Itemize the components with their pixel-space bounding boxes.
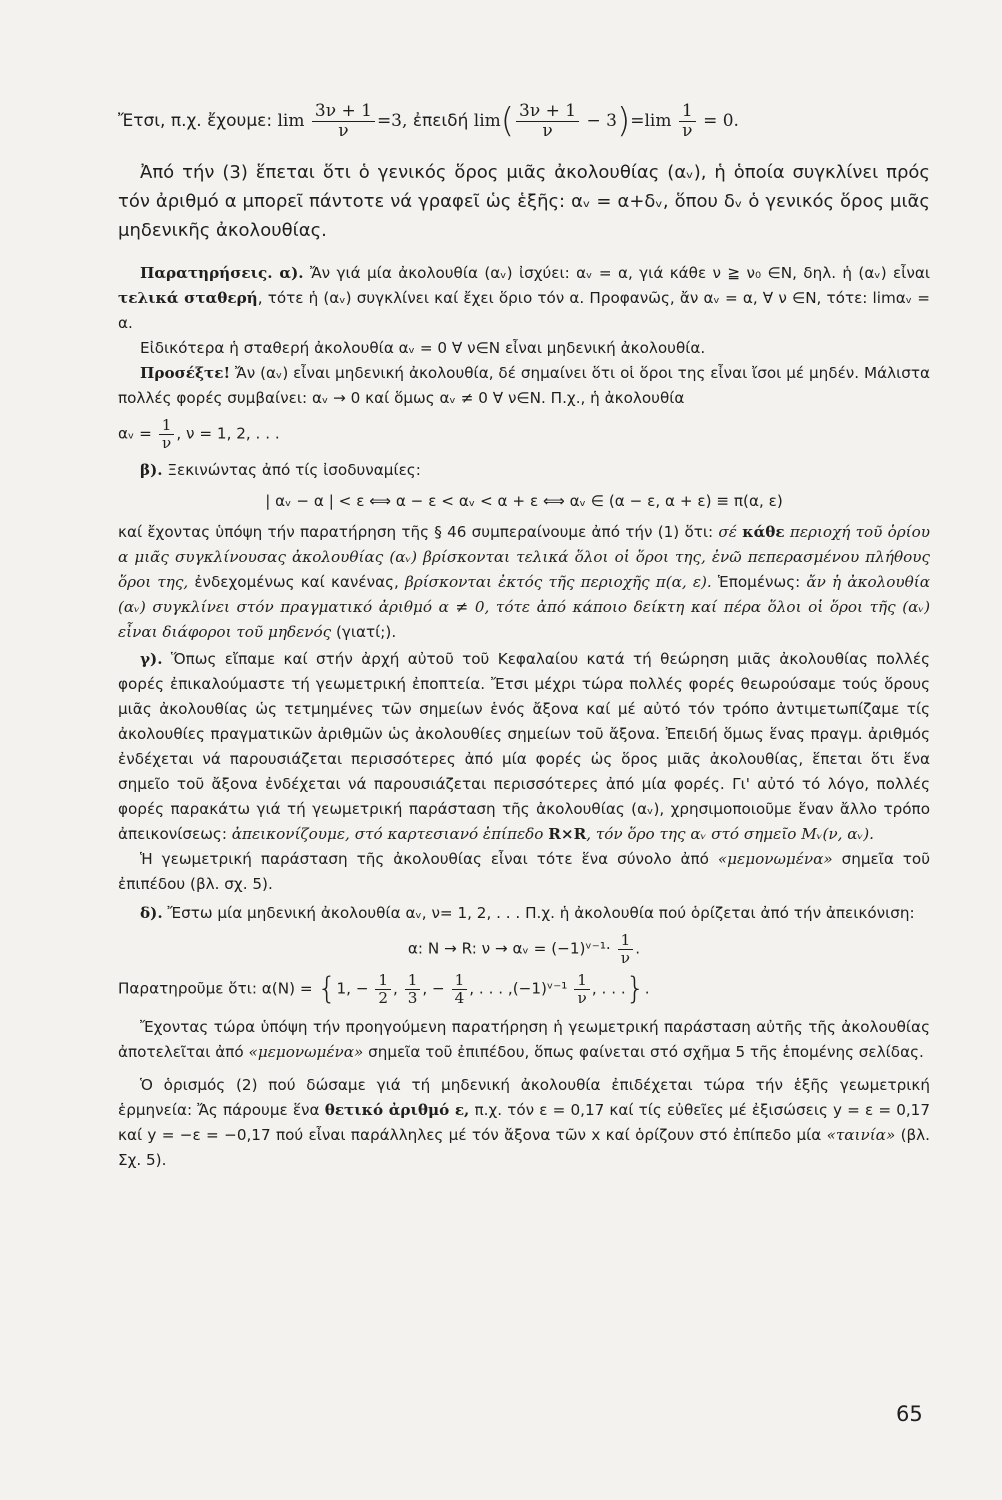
limit-value: =3,	[376, 111, 408, 132]
set-formula: Παρατηροῦμε ὅτι: α(N) = {1, − $\frac{1}{2}$ , $\frac{1}{3}$ , − $\frac{1}{4}$ , . . . ,(−1)ᵛ⁻¹ $\frac{1}{\nu}$ , . . .}.	[118, 971, 650, 1007]
delta-paragraph: δ). Ἔστω μία μηδενική ἀκολουθία αᵥ, ν= 1, 2, . . . Π.χ. ἡ ἀκολουθία πού ὁρίζεται ἀπό τήν ἀπεικόνιση:	[140, 903, 915, 922]
fraction-1: $\frac{3\nu + 1}{\nu}$	[312, 102, 375, 140]
close-paren: )	[616, 101, 631, 142]
positive-number: θετικό ἀριθμό ε,	[324, 1100, 470, 1119]
final-paragraph: Ὁ ὁρισμός (2) πού δώσαμε γιά τή μηδενική ἀκολουθία ἐπιδέχεται τώρα τήν ἑξῆς γεωμετρική ἑρμηνεία: Ἄς πάρουμε ἕνα θετικό ἀριθμό ε, π.χ. τόν ε = 0,17 καί τίς εὐθεῖες μέ ἐξισώσεις y = ε = 0,17 καί y = −ε = −0,17 πού εἶναι παράλληλες μέ τόν ἄξονα τῶν x καί ὁρίζουν στό ἐπίπεδο μία «ταινία» (βλ. Σχ. 5).	[118, 1075, 931, 1169]
attention-heading: Προσέξτε!	[140, 364, 231, 383]
example-prefix: Ἔτσι, π.χ. ἔχουμε:	[118, 111, 273, 132]
gamma-label: γ).	[140, 649, 163, 668]
cartesian-plane: R×R	[548, 824, 587, 843]
remarks-paragraph: Παρατηρήσεις. α). Ἄν γιά μία ἀκολουθία (αᵥ) ἰσχύει: αᵥ = α, γιά κάθε ν ≧ ν₀ ∈N, δηλ. ἡ (αᵥ) εἶναι τελικά σταθερή, τότε ἡ (αᵥ) συγκλίνει καί ἔχει ὅριο τόν α. Προφανῶς, ἄν αᵥ = α, ∀ ν ∈N, τότε: limαᵥ = α.	[118, 264, 931, 333]
finally-constant-term: τελικά σταθερή	[118, 289, 258, 308]
main-paragraph: Ἀπό τήν (3) ἕπεται ὅτι ὁ γενικός ὅρος μιᾶς ἀκολουθίας (αᵥ), ἡ ὁποία συγκλίνει πρός τόν ἀριθμό α μπορεῖ πάντοτε νά γραφεῖ ὡς ἑξῆς: αᵥ = α+δᵥ, ὅπου δᵥ ὁ γενικός ὅρος μιᾶς μηδενικῆς ἀκολουθίας.	[118, 162, 930, 242]
page-content	[118, 100, 930, 1173]
every-word: κάθε	[742, 522, 785, 541]
minus-three: − 3	[586, 111, 617, 132]
beta-label: β).	[140, 460, 163, 479]
special-case-paragraph: Εἰδικότερα ἡ σταθερή ἀκολουθία αᵥ = 0 ∀ ν∈N εἶναι μηδενική ἀκολουθία.	[140, 339, 706, 358]
page-number: 65	[896, 1402, 923, 1426]
attention-paragraph: Προσέξτε! Ἄν (αᵥ) εἶναι μηδενική ἀκολουθία, δέ σημαίνει ὅτι οἱ ὅροι της εἶναι ἴσοι μέ μηδέν. Μάλιστα πολλές φορές συμβαίνει: αᵥ → 0 καί ὅμως αᵥ ≠ 0 ∀ ν∈N. Π.χ., ἡ ἀκολουθία	[118, 364, 931, 408]
lim-label: lim	[277, 111, 305, 132]
equals-zero: = 0.	[703, 111, 739, 132]
example-fraction: $\frac{1}{\nu}$	[159, 417, 175, 451]
equivalence-formula: | αᵥ − α | < ε ⟺ α − ε < αᵥ < α + ε ⟺ αᵥ ∈ (α − ε, α + ε) ≡ π(α, ε)	[265, 491, 783, 510]
example-limit-line	[118, 102, 930, 140]
fraction-3: $\frac{1}{\nu}$	[679, 102, 696, 140]
gamma-paragraph-2: Ἡ γεωμετρική παράσταση τῆς ἀκολουθίας εἶναι τότε ἕνα σύνολο ἀπό «μεμονωμένα» σημεῖα τοῦ ἐπιπέδου (βλ. σχ. 5).	[118, 849, 931, 893]
zero-sequence-example: αᵥ = $\frac{1}{\nu}$ , ν = 1, 2, . . .	[118, 416, 280, 453]
mapping-fraction: $\frac{1}{\nu}$	[618, 932, 634, 966]
since-word: ἐπειδή	[412, 111, 469, 132]
remarks-heading: Παρατηρήσεις. α).	[140, 264, 304, 283]
beta-paragraph: καί ἔχοντας ὑπόψη τήν παρατήρηση τῆς § 46 συμπεραίνουμε ἀπό τήν (1) ὅτι: σέ κάθε περιοχή τοῦ ὁρίου α μιᾶς συγκλίνουσας ἀκολουθίας (αᵥ) βρίσκονται τελικά ὅλοι οἱ ὅροι της, ἐνῶ πεπερασμένου πλήθους ὅροι της, ἐνδεχομένως καί κανένας, βρίσκονται ἐκτός τῆς περιοχῆς π(α, ε). Ἑπομένως: ἄν ἡ ἀκολουθία (αᵥ) συγκλίνει στόν πραγματικό ἀριθμό α ≠ 0, τότε ἀπό κάποιο δείκτη καί πέρα ὅλοι οἱ ὅροι τῆς (αᵥ) εἶναι διάφοροι τοῦ μηδενός (γιατί;).	[118, 522, 931, 641]
equals-lim: =lim	[630, 111, 672, 132]
mapping-formula: α: N → R: ν → αᵥ = (−1)ᵛ⁻¹· $\frac{1}{\nu}$ .	[407, 930, 641, 967]
fraction-2: $\frac{3\nu + 1}{\nu}$	[516, 102, 579, 140]
delta-paragraph-2: Ἔχοντας τώρα ὑπόψη τήν προηγούμενη παρατήρηση ἡ γεωμετρική παράσταση αὐτῆς τῆς ἀκολουθίας ἀποτελεῖται ἀπό «μεμονωμένα» σημεῖα τοῦ ἐπιπέδου, ὅπως φαίνεται στό σχῆμα 5 τῆς ἑπομένης σελίδας.	[118, 1017, 930, 1061]
open-paren: (	[500, 101, 515, 142]
delta-label: δ).	[140, 903, 163, 922]
lim-label-2: lim	[473, 111, 501, 132]
gamma-paragraph: γ). Ὅπως εἴπαμε καί στήν ἀρχή αὐτοῦ τοῦ Κεφαλαίου κατά τή θεώρηση μιᾶς ἀκολουθίας πολλές φορές ἐπικαλούμαστε τή γεωμετρική ἐποπτεία. Ἔτσι μέχρι τώρα πολλές φορές θεωρούσαμε τούς ὅρους μιᾶς ἀκολουθίας ὡς τετμημένες τῶν σημείων ἑνός ἄξονα καί μέ αὐτό τόν τρόπο ἀντιμετωπίζαμε τίς ἀκολουθίες πραγματικῶν ἀριθμῶν ὡς ἀκολουθίες σημείων τοῦ ἄξονα. Ἐπειδή ὅμως ἕνας πραγμ. ἀριθμός ἐνδέχεται νά παρουσιάζεται περισσότερες ἀπό μία φορές ὡς ὅρος μιᾶς ἀκολουθίας, ἕπεται ὅτι ἕνα σημεῖο τοῦ ἄξονα ἐνδέχεται νά παρουσιάζεται περισσότερες ἀπό μία φορές. Γι' αὐτό τό λόγο, πολλές φορές παρακάτω γιά τή γεωμετρική παράσταση τῆς ἀκολουθίας (αᵥ), χρησιμοποιοῦμε ἕναν ἄλλο τρόπο ἀπεικονίσεως: ἀπεικονίζουμε, στό καρτεσιανό ἐπίπεδο R×R, τόν ὅρο της αᵥ στό σημεῖο Mᵥ(ν, αᵥ).	[118, 649, 931, 843]
beta-intro: β). Ξεκινώντας ἀπό τίς ἰσοδυναμίες:	[140, 460, 421, 479]
